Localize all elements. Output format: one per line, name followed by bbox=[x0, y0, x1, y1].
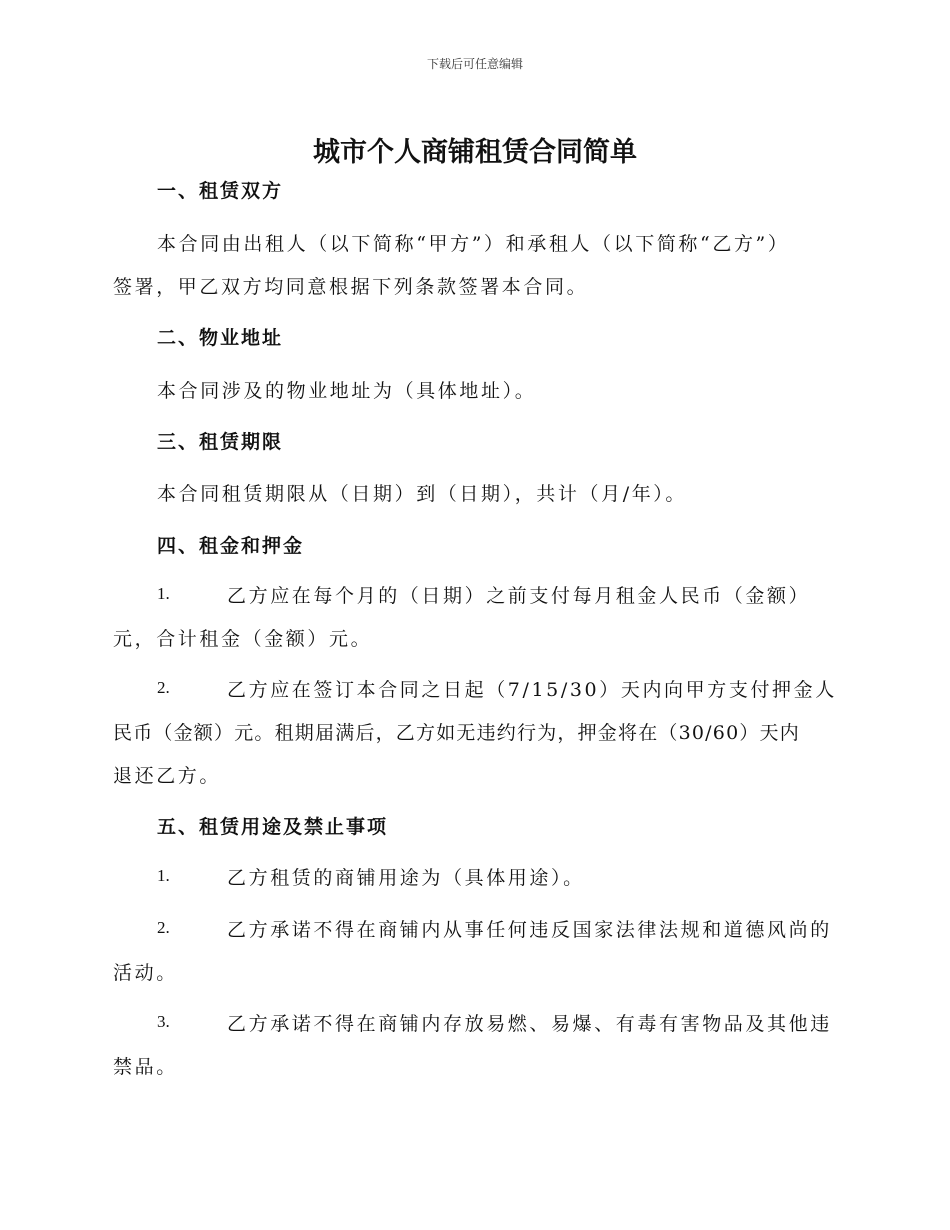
list-item-line: 乙方应在签订本合同之日起（7/15/30）天内向甲方支付押金人 bbox=[227, 679, 837, 701]
list-item-number: 3. bbox=[157, 1012, 170, 1031]
page-header-note: 下载后可任意编辑 bbox=[426, 57, 523, 71]
list-item-number: 2. bbox=[157, 678, 170, 697]
paragraph-line: 本合同租赁期限从（日期）到（日期），共计（月/年）。 bbox=[157, 483, 688, 505]
list-item-line: 民币（金额）元。租期届满后，乙方如无违约行为，押金将在（30/60）天内 bbox=[113, 722, 800, 744]
list-item-line: 活动。 bbox=[113, 962, 178, 984]
list-item-line: 乙方承诺不得在商铺内从事任何违反国家法律法规和道德风尚的 bbox=[227, 919, 832, 941]
list-item-line: 退还乙方。 bbox=[113, 765, 222, 787]
section-heading-lease-term: 三、租赁期限 bbox=[157, 431, 284, 453]
paragraph-line: 本合同由出租人（以下简称“甲方”）和承租人（以下简称“乙方”） bbox=[157, 233, 790, 255]
list-item-line: 元，合计租金（金额）元。 bbox=[113, 628, 373, 650]
section-heading-property-address: 二、物业地址 bbox=[157, 327, 284, 349]
list-item-line: 乙方租赁的商铺用途为（具体用途）。 bbox=[227, 867, 585, 889]
list-item-line: 禁品。 bbox=[113, 1056, 178, 1078]
list-item-number: 1. bbox=[157, 584, 170, 603]
list-item-number: 2. bbox=[157, 918, 170, 937]
list-item-number: 1. bbox=[157, 866, 170, 885]
section-heading-rent-deposit: 四、租金和押金 bbox=[157, 535, 305, 557]
list-item-line: 乙方承诺不得在商铺内存放易燃、易爆、有毒有害物品及其他违 bbox=[227, 1013, 832, 1035]
paragraph-line: 签署，甲乙双方均同意根据下列条款签署本合同。 bbox=[113, 276, 589, 298]
document-title: 城市个人商铺租赁合同简单 bbox=[313, 137, 637, 168]
paragraph-line: 本合同涉及的物业地址为（具体地址）。 bbox=[157, 380, 537, 402]
section-heading-parties: 一、租赁双方 bbox=[157, 180, 284, 202]
section-heading-use-prohibitions: 五、租赁用途及禁止事项 bbox=[157, 816, 389, 838]
list-item-line: 乙方应在每个月的（日期）之前支付每月租金人民币（金额） bbox=[227, 585, 811, 607]
